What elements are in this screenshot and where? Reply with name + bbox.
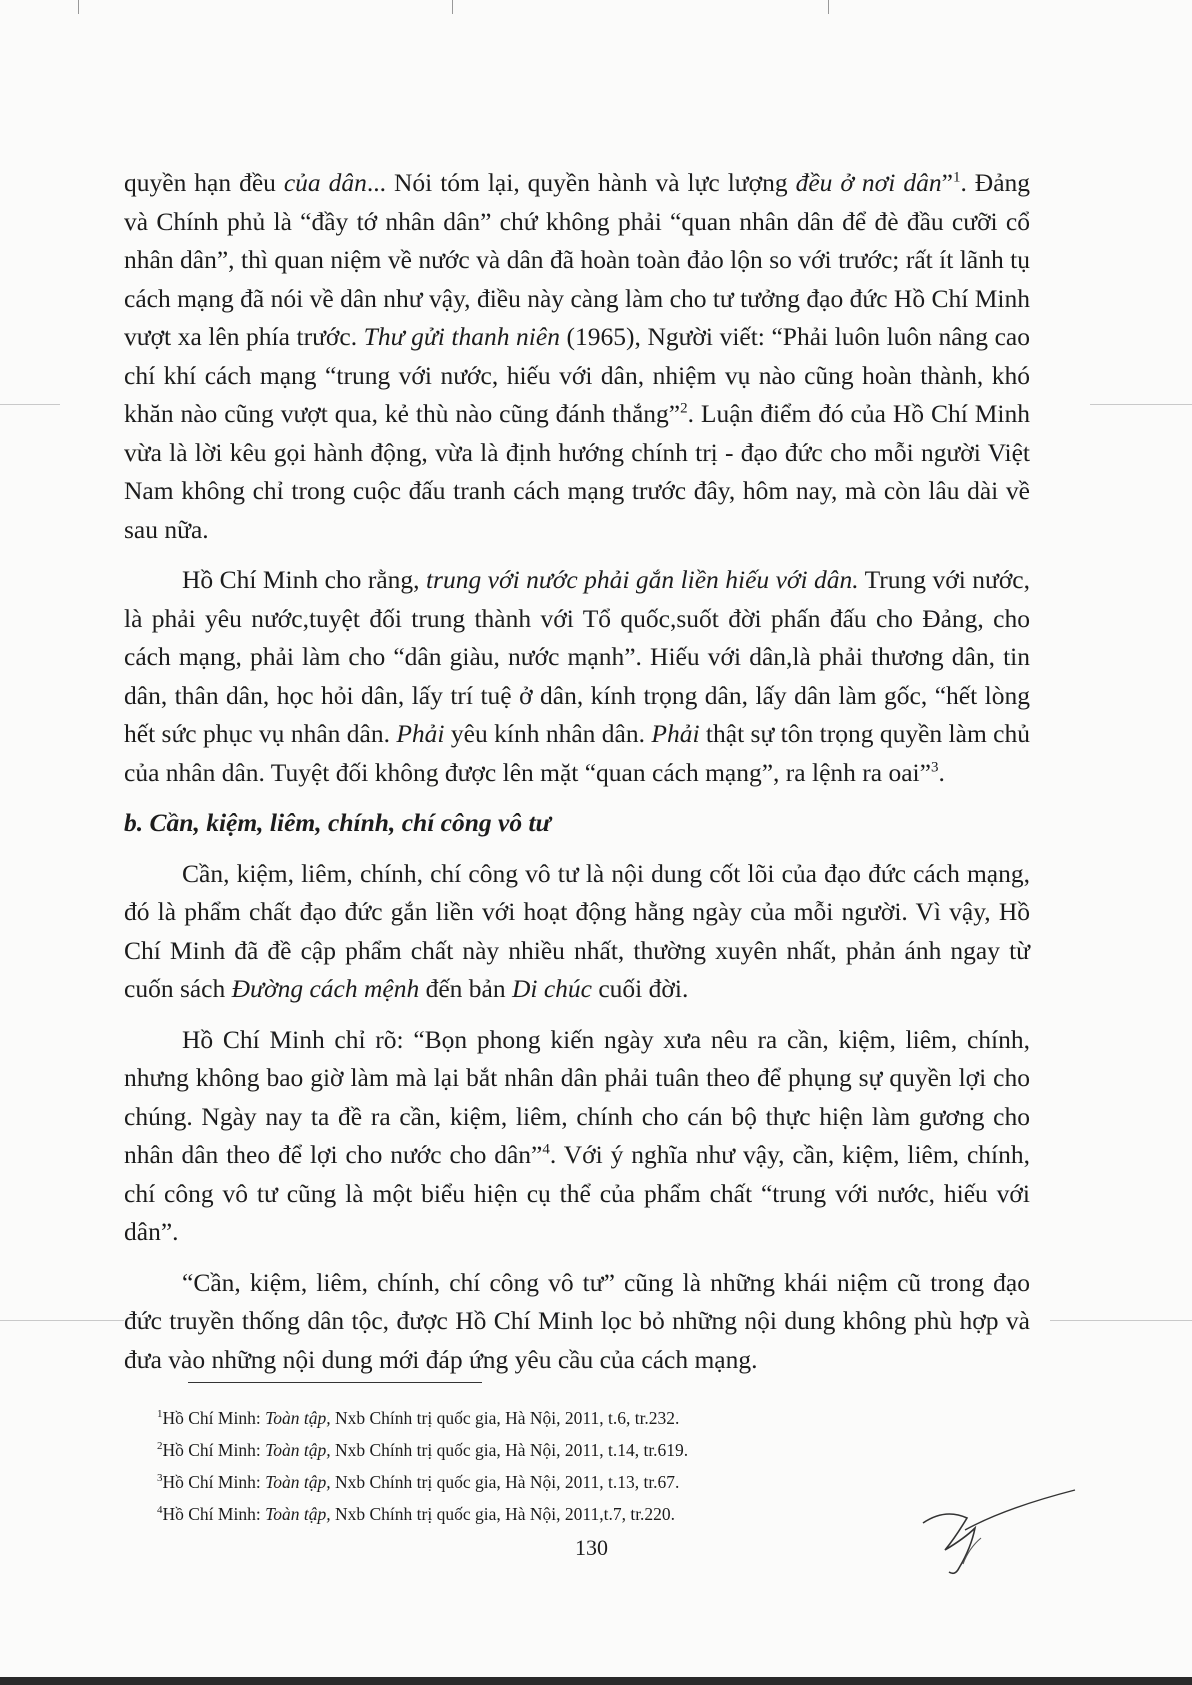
text-run: . Với ý nghĩa như vậy, cần, kiệm, liêm, chính, chí công vô tư cũng là một biểu hiện cụ thể của phẩm chất “trung với nước, hiếu với dân”. <box>124 1140 1030 1246</box>
footnote-item <box>157 1466 917 1498</box>
footnote-number: 3 <box>157 1472 163 1485</box>
footnotes <box>157 1402 917 1530</box>
scan-mark <box>78 0 79 14</box>
footnote-item <box>157 1498 917 1530</box>
footnote-ref[interactable]: 2 <box>680 400 688 417</box>
footnote-title: Toàn tập, <box>265 1408 331 1428</box>
footnote-title: Toàn tập, <box>265 1472 331 1492</box>
footnote-title: Toàn tập, <box>265 1504 331 1524</box>
scan-mark <box>452 0 453 14</box>
italic-text: Phải <box>396 719 445 748</box>
footnote-ref[interactable]: 1 <box>952 169 961 186</box>
footnote-details: Nxb Chính trị quốc gia, Hà Nội, 2011, t.6, tr.232. <box>330 1408 680 1428</box>
italic-text: Di chúc <box>511 974 592 1003</box>
text-run: đến bản <box>419 974 512 1003</box>
text-run: . Đảng và Chính phủ là “đầy tớ nhân dân” chứ không phải “quan nhân dân để đè đầu cưỡi cổ nhân dân”, thì quan niệm về nước và dân đã hoàn toàn đảo lộn so với trước; rất ít lãnh tụ cách mạng đã nói về dân như vậy, điều này càng làm cho tư tưởng đạo đức Hồ Chí Minh vượt xa lên phía trước. <box>124 168 1031 351</box>
footnote-item <box>157 1434 917 1466</box>
page-number: 130 <box>575 1535 608 1560</box>
text-run: ” <box>941 168 953 197</box>
footnote-author: Hồ Chí Minh: <box>162 1472 266 1492</box>
footnote-ref[interactable]: 3 <box>930 759 939 775</box>
text-run: thật sự tôn trọng quyền làm chủ của nhân dân. Tuyệt đối không được lên mặt “quan cách mạng”, ra lệnh ra oai” <box>124 719 1030 787</box>
text-run: . Luận điểm đó của Hồ Chí Minh vừa là lời kêu gọi hành động, vừa là định hướng chính trị - đạo đức cho mỗi người Việt Nam không chỉ trong cuộc đấu tranh cách mạng trước đây, hôm nay, mà còn lâu dài về sau nữa. <box>124 399 1030 544</box>
body-text <box>124 164 1030 1391</box>
footnote-separator <box>188 1382 482 1383</box>
italic-text: của dân <box>283 168 367 197</box>
italic-text: đều ở nơi dân <box>795 168 942 197</box>
handwritten-signature <box>905 1468 1085 1588</box>
italic-text: trung với nước phải gắn liền hiếu với dân. <box>425 565 859 594</box>
footnote-details: Nxb Chính trị quốc gia, Hà Nội, 2011,t.7, tr.220. <box>330 1504 676 1524</box>
scan-border <box>0 1677 1192 1685</box>
footnote-number: 2 <box>157 1440 163 1453</box>
text-run: Hồ Chí Minh chỉ rõ: “Bọn phong kiến ngày xưa nêu ra cần, kiệm, liêm, chính, nhưng không bao giờ làm mà lại bắt nhân dân phải tuân theo để phụng sự quyền lợi cho chúng. Ngày nay ta đề ra cần, kiệm, liêm, chính cho cán bộ thực hiện làm gương cho nhân dân theo để lợi cho nước cho dân” <box>124 1024 1030 1169</box>
paragraph-1 <box>124 164 1030 549</box>
text-run: Cần, kiệm, liêm, chính, chí công vô tư là nội dung cốt lõi của đạo đức cách mạng, đó là phẩm chất đạo đức gắn liền với hoạt động hằng ngày của mỗi người. Vì vậy, Hồ Chí Minh đã đề cập phẩm chất này nhiều nhất, thường xuyên nhất, phản ánh ngay từ cuốn sách <box>124 858 1030 1003</box>
text-run: . <box>938 757 945 787</box>
text-run: yêu kính nhân dân. <box>444 719 652 748</box>
scan-line <box>0 404 60 405</box>
italic-text: Đường cách mệnh <box>231 974 420 1003</box>
paragraph-2 <box>124 561 1030 792</box>
scan-line <box>0 1320 124 1321</box>
scan-line <box>1090 404 1192 405</box>
footnote-details: Nxb Chính trị quốc gia, Hà Nội, 2011, t.14, tr.619. <box>330 1440 689 1460</box>
footnote-ref[interactable]: 4 <box>542 1141 550 1158</box>
footnote-author: Hồ Chí Minh: <box>162 1440 266 1460</box>
paragraph-3 <box>124 855 1030 1009</box>
text-run: Trung với nước, là phải yêu nước,tuyệt đối trung thành với Tổ quốc,suốt đời phấn đấu cho Đảng, cho cách mạng, phải làm cho “dân giàu, nước mạnh”. Hiếu với dân,là phải thương dân, tin dân, thân dân, học hỏi dân, lấy trí tuệ ở dân, kính trọng dân, lấy dân làm gốc, “hết lòng hết sức phục vụ nhân dân. <box>124 565 1030 748</box>
paragraph-4 <box>124 1021 1030 1252</box>
text-run: Hồ Chí Minh cho rằng, <box>182 565 426 594</box>
paragraph-5: “Cần, kiệm, liêm, chính, chí công vô tư” cũng là những khái niệm cũ trong đạo đức truyền thống dân tộc, được Hồ Chí Minh lọc bỏ những nội dung không phù hợp và đưa vào những nội dung mới đáp ứng yêu cầu của cách mạng. <box>124 1267 1030 1374</box>
text-run: (1965), Người viết: “Phải luôn luôn nâng cao chí khí cách mạng “trung với nước, hiếu với dân, nhiệm vụ nào cũng hoàn thành, khó khăn nào cũng vượt qua, kẻ thù nào cũng đánh thắng” <box>124 322 1030 428</box>
footnote-item <box>157 1402 917 1434</box>
footnote-number: 1 <box>157 1408 163 1421</box>
text-run: quyền hạn đều <box>124 168 284 197</box>
footnote-author: Hồ Chí Minh: <box>162 1504 266 1524</box>
text-run: ... Nói tóm lại, quyền hành và lực lượng <box>366 168 796 197</box>
footnote-number: 4 <box>157 1504 163 1517</box>
text-run: cuối đời. <box>591 974 689 1003</box>
scan-mark <box>828 0 829 14</box>
italic-text: Thư gửi thanh niên <box>363 322 560 351</box>
footnote-title: Toàn tập, <box>265 1440 331 1460</box>
section-heading: b. Cần, kiệm, liêm, chính, chí công vô tư <box>124 808 551 837</box>
scan-line <box>1050 1320 1192 1321</box>
italic-text: Phải <box>651 719 700 748</box>
footnote-details: Nxb Chính trị quốc gia, Hà Nội, 2011, t.13, tr.67. <box>330 1472 680 1492</box>
footnote-author: Hồ Chí Minh: <box>162 1408 266 1428</box>
